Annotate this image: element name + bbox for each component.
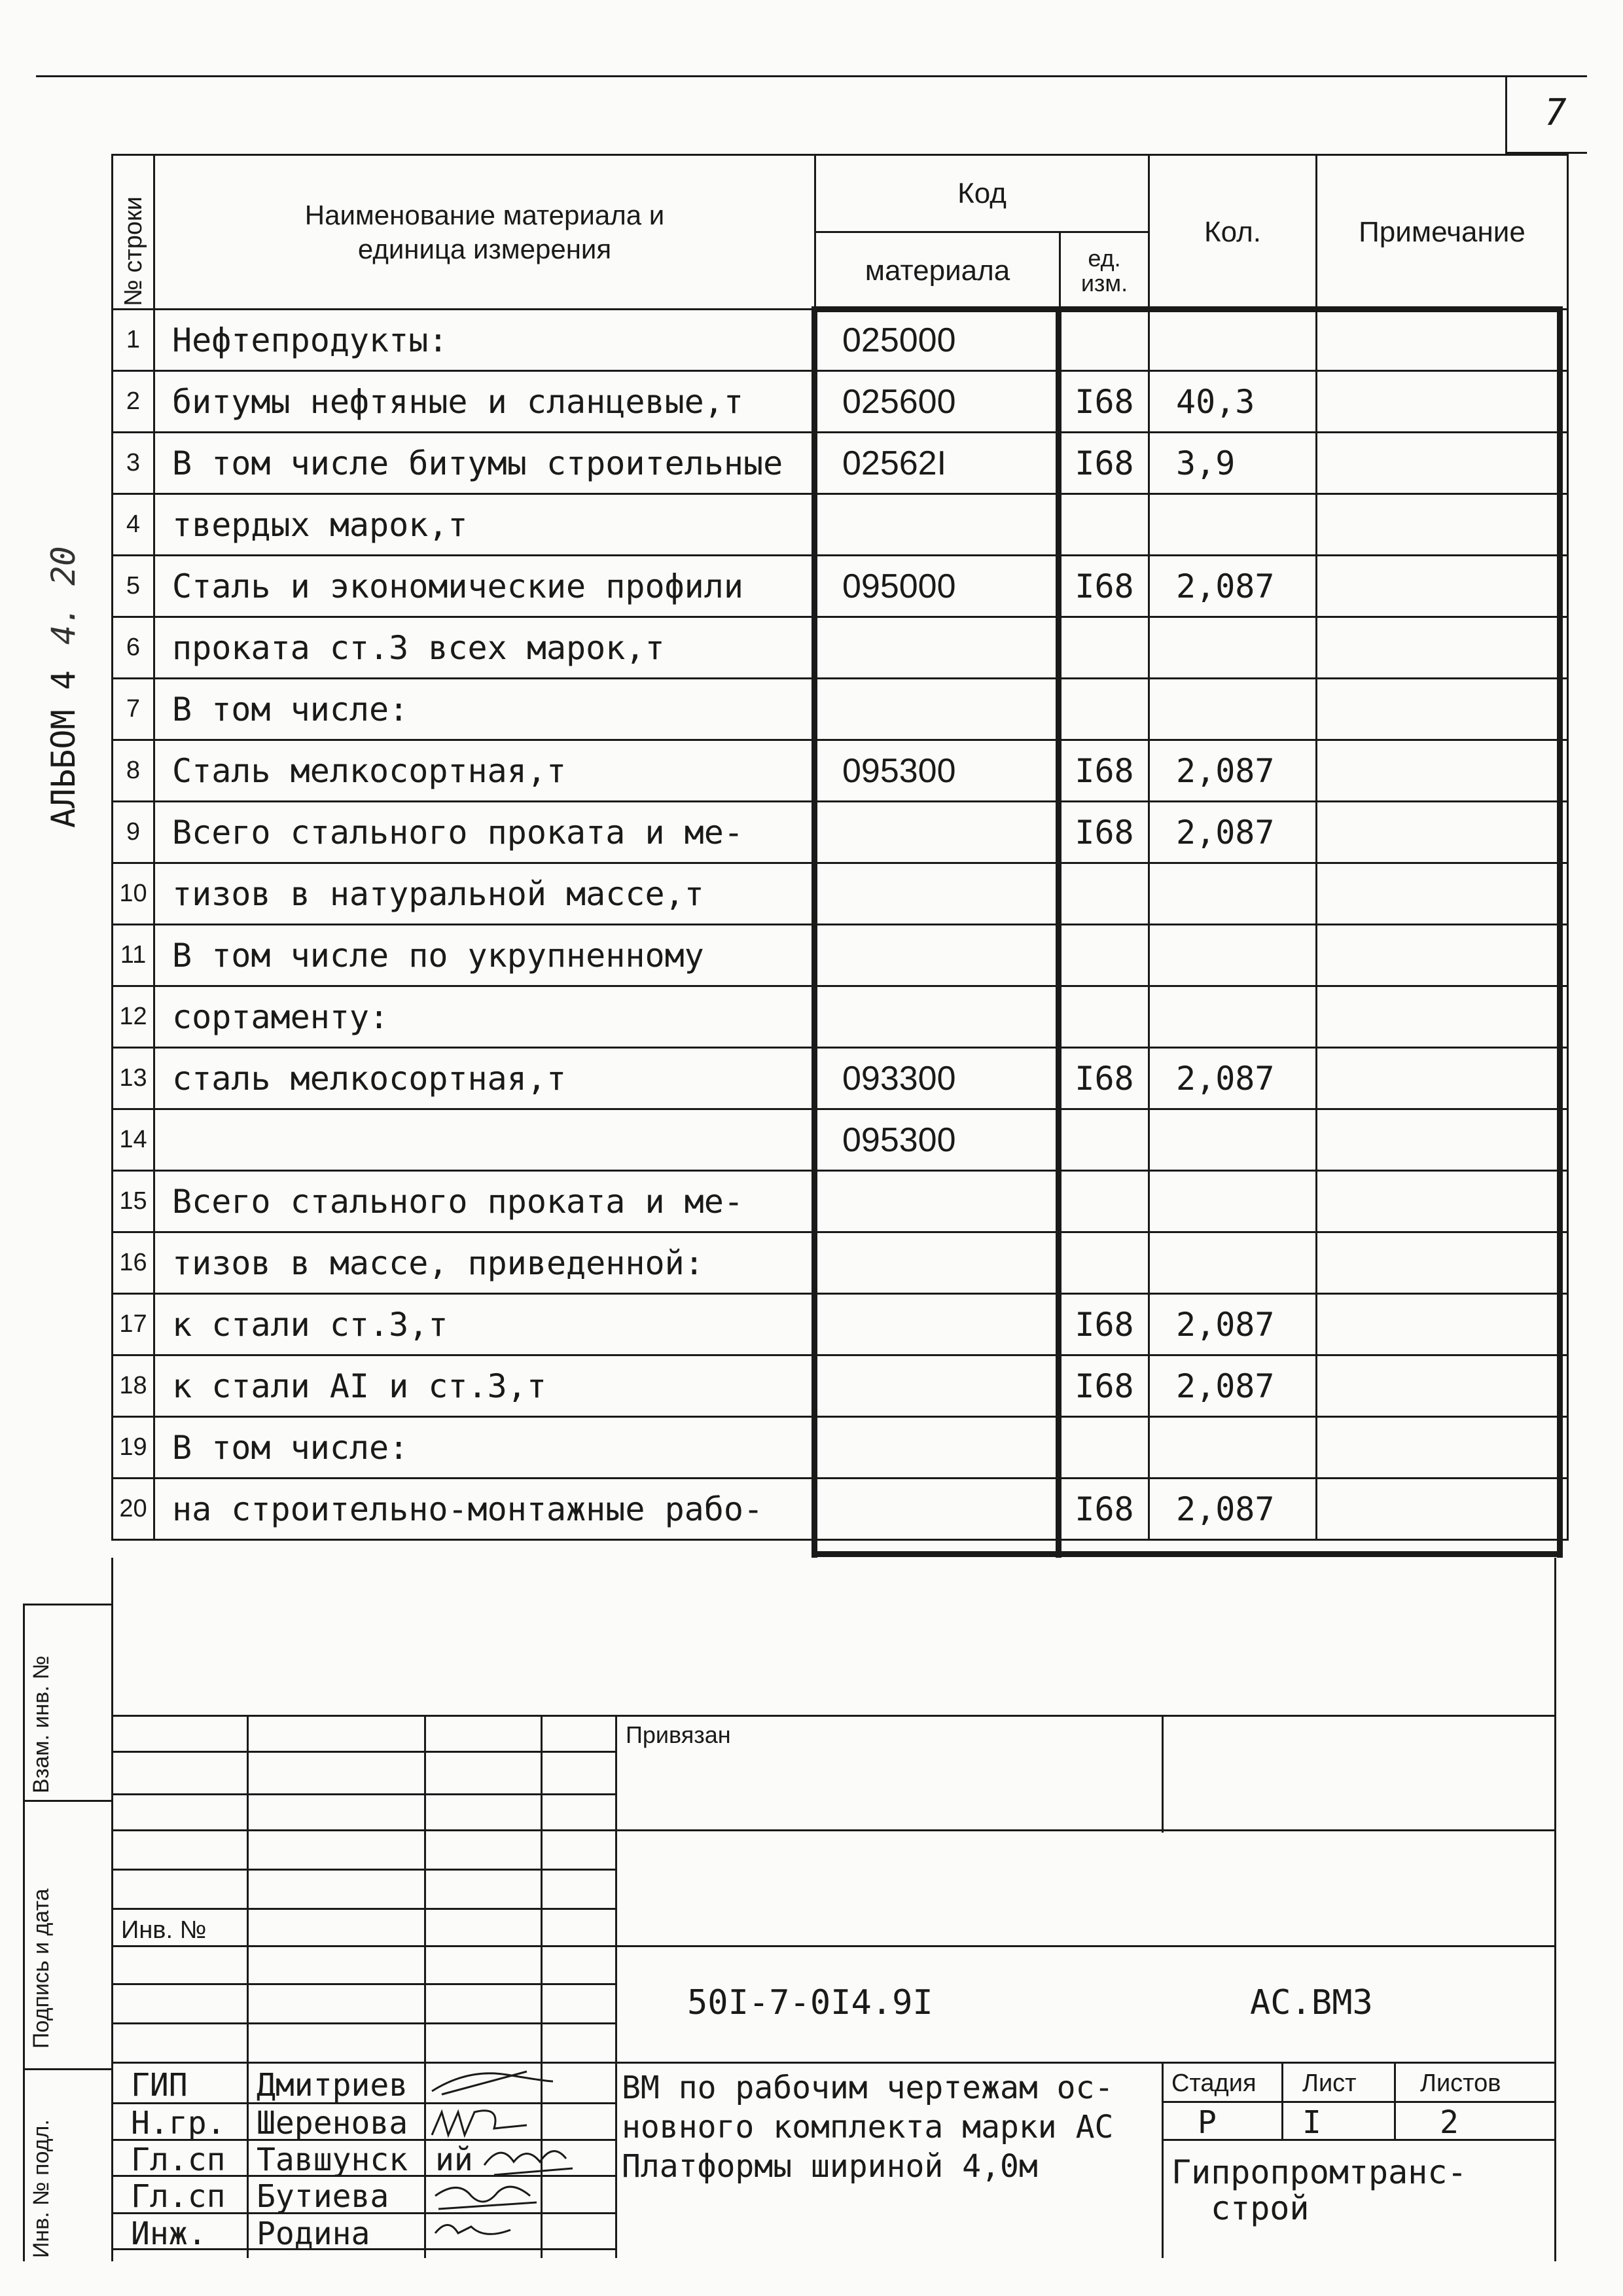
stamp-v8: [1394, 2062, 1396, 2140]
material-name: тизов в массе, приведенной:: [154, 1232, 815, 1294]
header-name: Наименование материала и единица измерения: [154, 155, 815, 310]
table-row: [113, 556, 1568, 617]
material-code: [815, 1232, 1060, 1294]
row-number: 16: [113, 1232, 154, 1294]
title-line-1: ВМ по рабочим чертежам ос-: [622, 2070, 1114, 2106]
table-row: [113, 986, 1568, 1048]
row-number: 9: [113, 802, 154, 863]
doc-mark: АС.ВМЗ: [1250, 1983, 1373, 2022]
material-code: 093300: [815, 1048, 1060, 1109]
stamp-h1: [111, 1751, 615, 1753]
table-row: [113, 310, 1568, 371]
signature-tavshunsk: [481, 2139, 579, 2178]
table-row: [113, 1109, 1568, 1171]
stamp-h5: [111, 1908, 615, 1910]
material-name: твердых марок,т: [154, 494, 815, 556]
stamp-h7: [111, 1983, 615, 1985]
row-number: 11: [113, 925, 154, 986]
unit-code: I68: [1060, 1294, 1149, 1355]
quantity: [1149, 617, 1317, 679]
quantity: 40,3: [1149, 371, 1317, 433]
signature-rodina: [432, 2214, 517, 2246]
table-row: [113, 1232, 1568, 1294]
material-name: битумы нефтяные и сланцевые,т: [154, 371, 815, 433]
table-row: [113, 371, 1568, 433]
note: [1317, 556, 1568, 617]
row-number: 5: [113, 556, 154, 617]
row-number: 20: [113, 1479, 154, 1540]
quantity: [1149, 679, 1317, 740]
role-gip: ГИП: [131, 2067, 188, 2104]
table-row: [113, 740, 1568, 802]
material-name: сталь мелкосортная,т: [154, 1048, 815, 1109]
material-code: [815, 1417, 1060, 1479]
note: [1317, 371, 1568, 433]
material-code: 025600: [815, 371, 1060, 433]
header-code-material: материала: [815, 232, 1060, 310]
material-name: к стали ст.3,т: [154, 1294, 815, 1355]
table-row: [113, 1048, 1568, 1109]
quantity: [1149, 1232, 1317, 1294]
stamp-h6: [111, 1945, 1556, 1947]
material-code: [815, 986, 1060, 1048]
material-name: Нефтепродукты:: [154, 310, 815, 371]
table-row: [113, 1417, 1568, 1479]
stamp-v1: [247, 1715, 249, 2258]
strip-div-2: [23, 2068, 113, 2070]
material-code: [815, 494, 1060, 556]
page-number-box-line: [1505, 75, 1507, 154]
quantity: 2,087: [1149, 740, 1317, 802]
org-line-1: Гипропромтранс-: [1171, 2153, 1467, 2191]
quantity: 2,087: [1149, 802, 1317, 863]
row-number: 10: [113, 863, 154, 925]
unit-code: [1060, 986, 1149, 1048]
quantity: [1149, 310, 1317, 371]
material-name: сортаменту:: [154, 986, 815, 1048]
name-sherenova: Шеренова: [257, 2105, 408, 2142]
role-ngr: Н.гр.: [131, 2105, 226, 2142]
quantity: 2,087: [1149, 1048, 1317, 1109]
inv-no-label: Инв. №: [121, 1916, 207, 1944]
note: [1317, 433, 1568, 494]
note: [1317, 1294, 1568, 1355]
table-row: [113, 433, 1568, 494]
album-label: АЛЬБОМ 4: [45, 670, 82, 828]
name-dmitriev: Дмитриев: [257, 2067, 408, 2104]
material-name: тизов в натуральной массе,т: [154, 863, 815, 925]
row-number: 3: [113, 433, 154, 494]
material-code: [815, 802, 1060, 863]
stamp-stage-div: [1164, 2101, 1556, 2103]
unit-code: [1060, 494, 1149, 556]
table-row: [113, 494, 1568, 556]
unit-code: I68: [1060, 1479, 1149, 1540]
unit-code: I68: [1060, 740, 1149, 802]
thick-line-right: [1557, 308, 1563, 1558]
quantity: [1149, 986, 1317, 1048]
page-number: 7: [1544, 92, 1567, 134]
table-row: [113, 1171, 1568, 1232]
table-row: [113, 863, 1568, 925]
unit-code: [1060, 1232, 1149, 1294]
unit-code: I68: [1060, 433, 1149, 494]
stage-value: Р: [1198, 2104, 1217, 2141]
stamp-h2: [111, 1793, 615, 1795]
stamp-v5: [1162, 1715, 1164, 1833]
row-number: 4: [113, 494, 154, 556]
inv-podl-label: Инв. № подл.: [29, 2119, 54, 2258]
material-name: Сталь и экономические профили: [154, 556, 815, 617]
sheets-label: Листов: [1420, 2070, 1501, 2097]
material-name: на строительно-монтажные рабо-: [154, 1479, 815, 1540]
sheet-value: I: [1302, 2104, 1321, 2141]
material-code: [815, 863, 1060, 925]
row-number: 15: [113, 1171, 154, 1232]
note: [1317, 1171, 1568, 1232]
material-code: 095300: [815, 740, 1060, 802]
table-row: [113, 617, 1568, 679]
material-code: [815, 1294, 1060, 1355]
material-name: Сталь мелкосортная,т: [154, 740, 815, 802]
role-glsp-2: Гл.сп: [131, 2178, 226, 2215]
signature-sherenova: [429, 2102, 540, 2142]
unit-code: I68: [1060, 1048, 1149, 1109]
row-number: 6: [113, 617, 154, 679]
note: [1317, 802, 1568, 863]
row-number: 12: [113, 986, 154, 1048]
note: [1317, 1232, 1568, 1294]
note: [1317, 494, 1568, 556]
note: [1317, 1479, 1568, 1540]
strip-div-1: [23, 1800, 113, 1802]
material-name: В том числе битумы строительные: [154, 433, 815, 494]
materials-table: [111, 154, 1569, 1541]
header-code-unit: ед. изм.: [1060, 232, 1149, 310]
note: [1317, 986, 1568, 1048]
note: [1317, 679, 1568, 740]
unit-code: I68: [1060, 371, 1149, 433]
material-name: Всего стального проката и ме-: [154, 802, 815, 863]
unit-code: I68: [1060, 556, 1149, 617]
note: [1317, 1048, 1568, 1109]
material-code: [815, 617, 1060, 679]
unit-code: [1060, 925, 1149, 986]
thick-line-top: [812, 306, 1563, 312]
top-frame-line: [36, 75, 1587, 77]
unit-code: I68: [1060, 1355, 1149, 1417]
quantity: [1149, 494, 1317, 556]
header-qty: Кол.: [1149, 155, 1317, 310]
material-code: 025000: [815, 310, 1060, 371]
quantity: [1149, 925, 1317, 986]
thick-line-code-left: [812, 308, 817, 1558]
row-number: 2: [113, 371, 154, 433]
stamp-h8: [111, 2022, 615, 2024]
stamp-v4: [615, 1715, 617, 2258]
material-code: [815, 1355, 1060, 1417]
material-code: [815, 1171, 1060, 1232]
table-row: [113, 679, 1568, 740]
vzam-label: Взам. инв. №: [29, 1655, 54, 1793]
table-row: [113, 1355, 1568, 1417]
header-note: Примечание: [1317, 155, 1568, 310]
stamp-h4: [111, 1869, 615, 1871]
doc-code: 50I-7-0I4.9I: [687, 1983, 933, 2022]
row-number: 7: [113, 679, 154, 740]
quantity: [1149, 1417, 1317, 1479]
row-number: 13: [113, 1048, 154, 1109]
quantity: [1149, 863, 1317, 925]
note: [1317, 1109, 1568, 1171]
row-number: 19: [113, 1417, 154, 1479]
unit-code: [1060, 310, 1149, 371]
table-row: [113, 925, 1568, 986]
sheet-label: Лист: [1302, 2070, 1357, 2097]
material-code: [815, 679, 1060, 740]
quantity: 2,087: [1149, 556, 1317, 617]
row-number: 18: [113, 1355, 154, 1417]
org-line-2: строй: [1211, 2189, 1310, 2227]
stamp-h3: [111, 1829, 1556, 1831]
material-name: проката ст.3 всех марок,т: [154, 617, 815, 679]
album-handwritten-number: 4. 20: [45, 546, 82, 645]
thick-line-bottom: [812, 1551, 1563, 1557]
frame-right-line: [1554, 1558, 1556, 2261]
name-rodina: Родина: [257, 2215, 370, 2252]
header-row-no: № строки: [113, 155, 154, 310]
material-name: Всего стального проката и ме-: [154, 1171, 815, 1232]
quantity: 2,087: [1149, 1355, 1317, 1417]
unit-code: I68: [1060, 802, 1149, 863]
material-code: 02562I: [815, 433, 1060, 494]
title-line-2: новного комплекта марки АС: [622, 2109, 1114, 2145]
quantity: [1149, 1109, 1317, 1171]
stage-label: Стадия: [1171, 2070, 1257, 2097]
stamp-v6: [1162, 2062, 1164, 2258]
material-name: [154, 1109, 815, 1171]
quantity: 2,087: [1149, 1294, 1317, 1355]
signature-dmitriev: [429, 2062, 560, 2101]
row-number: 8: [113, 740, 154, 802]
stamp-v2: [424, 1715, 426, 2258]
material-code: [815, 925, 1060, 986]
thick-line-unit-left: [1056, 308, 1061, 1558]
quantity: [1149, 1171, 1317, 1232]
material-name: В том числе:: [154, 679, 815, 740]
sheets-value: 2: [1440, 2104, 1459, 2141]
name-tavshunsk: Тавшунск: [257, 2142, 408, 2178]
material-name: к стали AI и ст.3,т: [154, 1355, 815, 1417]
unit-code: [1060, 1171, 1149, 1232]
quantity: 3,9: [1149, 433, 1317, 494]
role-glsp-1: Гл.сп: [131, 2142, 226, 2178]
title-line-3: Платформы шириной 4,0м: [622, 2148, 1038, 2185]
name-tavshunsk-suffix: ий: [435, 2142, 473, 2178]
podpis-label: Подпись и дата: [29, 1888, 54, 2049]
stamp-top-line: [111, 1715, 1556, 1717]
unit-code: [1060, 863, 1149, 925]
unit-code: [1060, 1109, 1149, 1171]
note: [1317, 617, 1568, 679]
unit-code: [1060, 617, 1149, 679]
row-number: 17: [113, 1294, 154, 1355]
strip-top-line: [23, 1604, 113, 1605]
signature-butieva: [432, 2176, 543, 2215]
row-number: 14: [113, 1109, 154, 1171]
material-code: [815, 1479, 1060, 1540]
strip-left-line: [23, 1604, 25, 2261]
note: [1317, 740, 1568, 802]
material-code: 095300: [815, 1109, 1060, 1171]
quantity: 2,087: [1149, 1479, 1317, 1540]
note: [1317, 863, 1568, 925]
table-row: [113, 1294, 1568, 1355]
material-code: 095000: [815, 556, 1060, 617]
stamp-v7: [1281, 2062, 1283, 2140]
unit-code: [1060, 1417, 1149, 1479]
table-row: [113, 802, 1568, 863]
material-name: В том числе:: [154, 1417, 815, 1479]
stamp-stage-div2: [1164, 2139, 1556, 2141]
note: [1317, 1355, 1568, 1417]
name-butieva: Бутиева: [257, 2178, 389, 2215]
stamp-h9: [111, 2062, 1556, 2064]
note: [1317, 925, 1568, 986]
role-inzh: Инж.: [131, 2215, 207, 2252]
privyazan-label: Привязан: [626, 1721, 731, 1748]
note: [1317, 310, 1568, 371]
material-name: В том числе по укрупненному: [154, 925, 815, 986]
row-number: 1: [113, 310, 154, 371]
note: [1317, 1417, 1568, 1479]
unit-code: [1060, 679, 1149, 740]
header-code: Код: [815, 155, 1149, 232]
table-row: [113, 1479, 1568, 1540]
